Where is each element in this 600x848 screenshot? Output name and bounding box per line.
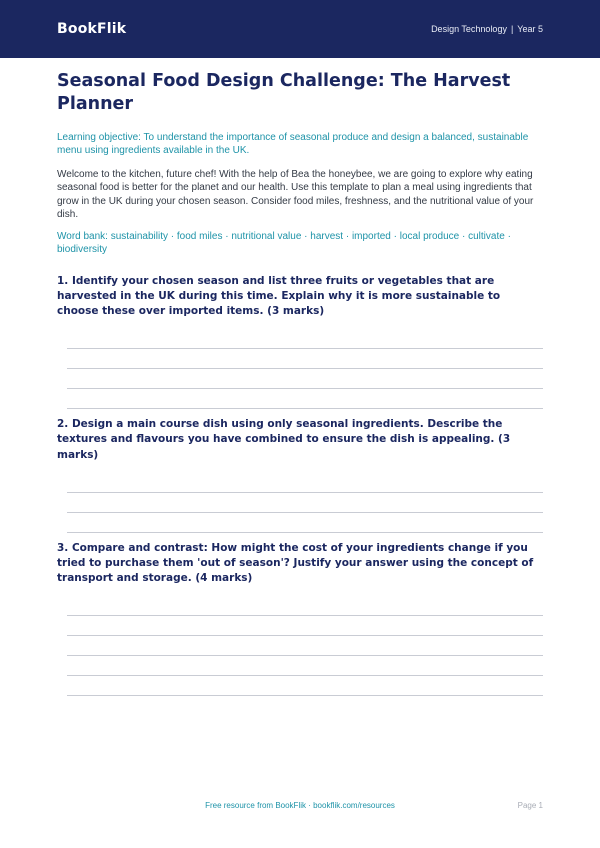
answer-line[interactable] bbox=[67, 389, 543, 409]
question-1: 1. Identify your chosen season and list three fruits or vegetables that are harvested in the UK during this time. Explain why it is more sustainable to choose these over imported items. (3 marks) bbox=[57, 274, 501, 317]
page-footer bbox=[57, 801, 543, 810]
answer-area-1[interactable] bbox=[57, 329, 543, 409]
answer-line[interactable] bbox=[67, 676, 543, 696]
subject-label: Design Technology bbox=[431, 24, 507, 34]
question-2: 2. Design a main course dish using only seasonal ingredients. Describe the textures and flavours you have combined to ensure the dish is appealing. (3 marks) bbox=[57, 418, 511, 461]
header-bar bbox=[0, 0, 600, 58]
answer-line[interactable] bbox=[67, 636, 543, 656]
page-number: Page 1 bbox=[517, 801, 543, 810]
answer-area-3[interactable] bbox=[57, 596, 543, 696]
year-label: Year 5 bbox=[517, 24, 543, 34]
footer-resource-link[interactable]: Free resource from BookFlik · bookflik.com/resources bbox=[205, 801, 395, 810]
learning-objective: Learning objective: To understand the importance of seasonal produce and design a balanced, sustainable menu using ingredients available in the UK. bbox=[57, 131, 529, 156]
answer-line[interactable] bbox=[67, 616, 543, 636]
answer-line[interactable] bbox=[67, 369, 543, 389]
worksheet-content bbox=[0, 58, 600, 696]
page-title: Seasonal Food Design Challenge: The Harvest Planner bbox=[57, 71, 511, 114]
answer-line[interactable] bbox=[67, 473, 543, 493]
answer-line[interactable] bbox=[67, 493, 543, 513]
answer-line[interactable] bbox=[67, 513, 543, 533]
header-meta bbox=[431, 24, 543, 34]
intro-paragraph: Welcome to the kitchen, future chef! With the help of Bea the honeybee, we are going to explore why eating seasonal food is better for the planet and our health. Use this template to plan a meal using ingredients that grow in the UK during your chosen season. Consider food miles, freshness, and the nutritional value of your dish. bbox=[57, 168, 534, 220]
answer-line[interactable] bbox=[67, 596, 543, 616]
header-separator: | bbox=[510, 24, 514, 34]
answer-line[interactable] bbox=[67, 656, 543, 676]
brand-logo[interactable]: BookFlik bbox=[57, 21, 127, 37]
answer-line[interactable] bbox=[67, 329, 543, 349]
question-3: 3. Compare and contrast: How might the cost of your ingredients change if you tried to purchase them 'out of season'? Justify your answer using the concept of transport and storage. (4 marks) bbox=[57, 541, 534, 585]
answer-area-2[interactable] bbox=[57, 473, 543, 533]
word-bank: Word bank: sustainability · food miles · nutritional value · harvest · imported · local produce · cultivate · biodiversity bbox=[57, 230, 511, 255]
answer-line[interactable] bbox=[67, 349, 543, 369]
